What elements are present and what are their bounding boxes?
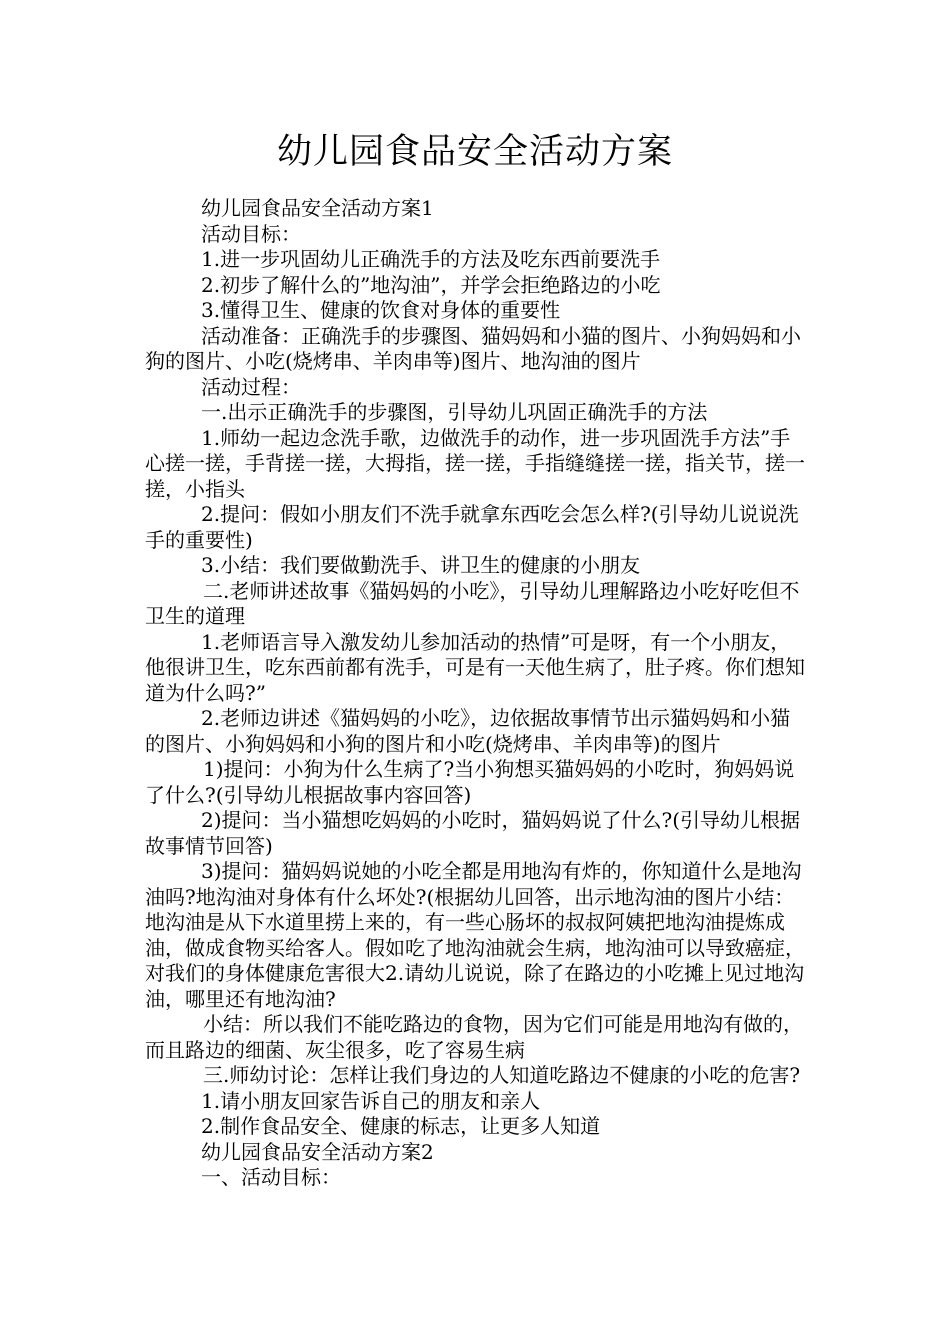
paragraph: 2.提问：假如小朋友们不洗手就拿东西吃会怎么样?(引导幼儿说说洗手的重要性) [145,502,799,552]
paragraph: 1.老师语言导入激发幼儿参加活动的热情”可是呀，有一个小朋友，他很讲卫生，吃东西前都有洗手，可是有一天他生病了，肚子疼。你们想知道为什么吗?” [145,629,805,705]
document-title: 幼儿园食品安全活动方案 [276,132,673,172]
paragraph: 一、活动目标： [201,1165,341,1189]
paragraph: 1.师幼一起边念洗手歌，边做洗手的动作，进一步巩固洗手方法”手心搓一搓，手背搓一搓，大拇指，搓一搓，手指缝缝搓一搓，指关节，搓一搓，小指头 [145,425,805,501]
paragraph: 2)提问：当小猫想吃妈妈的小吃时，猫妈妈说了什么?(引导幼儿根据故事情节回答) [145,808,801,858]
paragraph: 活动准备：正确洗手的步骤图、猫妈妈和小猫的图片、小狗妈妈和小狗的图片、小吃(烧烤串、羊肉串等)图片、地沟油的图片 [145,323,801,373]
paragraph: 2.制作食品安全、健康的标志，让更多人知道 [201,1114,601,1138]
paragraph: 2.老师边讲述《猫妈妈的小吃》，边依据故事情节出示猫妈妈和小猫的图片、小狗妈妈和小狗的图片和小吃(烧烤串、羊肉串等)的图片 [145,706,791,756]
section-heading: 幼儿园食品安全活动方案2 [201,1139,434,1164]
paragraph: 活动目标： [201,221,301,246]
paragraph: 1.进一步巩固幼儿正确洗手的方法及吃东西前要洗手 [201,247,661,271]
paragraph: 3.小结：我们要做勤洗手、讲卫生的健康的小朋友 [201,553,641,577]
paragraph: 一.出示正确洗手的步骤图，引导幼儿巩固正确洗手的方法 [201,400,708,424]
paragraph: 3)提问：猫妈妈说她的小吃全都是用地沟有炸的，你知道什么是地沟油吗?地沟油对身体有什么坏处?(根据幼儿回答，出示地沟油的图片小结：地沟油是从下水道里捞上来的，有一些心肠坏的叔叔阿姨把地沟油提炼成油，做成食物买给客人。假如吃了地沟油就会生病，地沟油可以导致癌症，对我们的身体健康危害很大2.请幼儿说说，除了在路边的小吃摊上见过地沟油，哪里还有地沟油? [145,859,805,1011]
paragraph: 小结：所以我们不能吃路边的食物，因为它们可能是用地沟有做的，而且路边的细菌、灰尘很多，吃了容易生病 [145,1012,803,1062]
paragraph: 1.请小朋友回家告诉自己的朋友和亲人 [201,1088,541,1113]
paragraph: 三.师幼讨论：怎样让我们身边的人知道吃路边不健康的小吃的危害? [203,1063,801,1087]
paragraph: 活动过程： [201,374,301,399]
document-body [145,196,810,1191]
paragraph: 1)提问：小狗为什么生病了?当小狗想买猫妈妈的小吃时，狗妈妈说了什么?(引导幼儿根据故事内容回答) [145,757,795,807]
section-heading: 幼儿园食品安全活动方案1 [201,196,434,220]
paragraph: 3.懂得卫生、健康的饮食对身体的重要性 [201,298,561,322]
paragraph: 二.老师讲述故事《猫妈妈的小吃》，引导幼儿理解路边小吃好吃但不卫生的道理 [145,578,800,628]
paragraph: 2.初步了解什么的”地沟油”，并学会拒绝路边的小吃 [201,272,661,297]
